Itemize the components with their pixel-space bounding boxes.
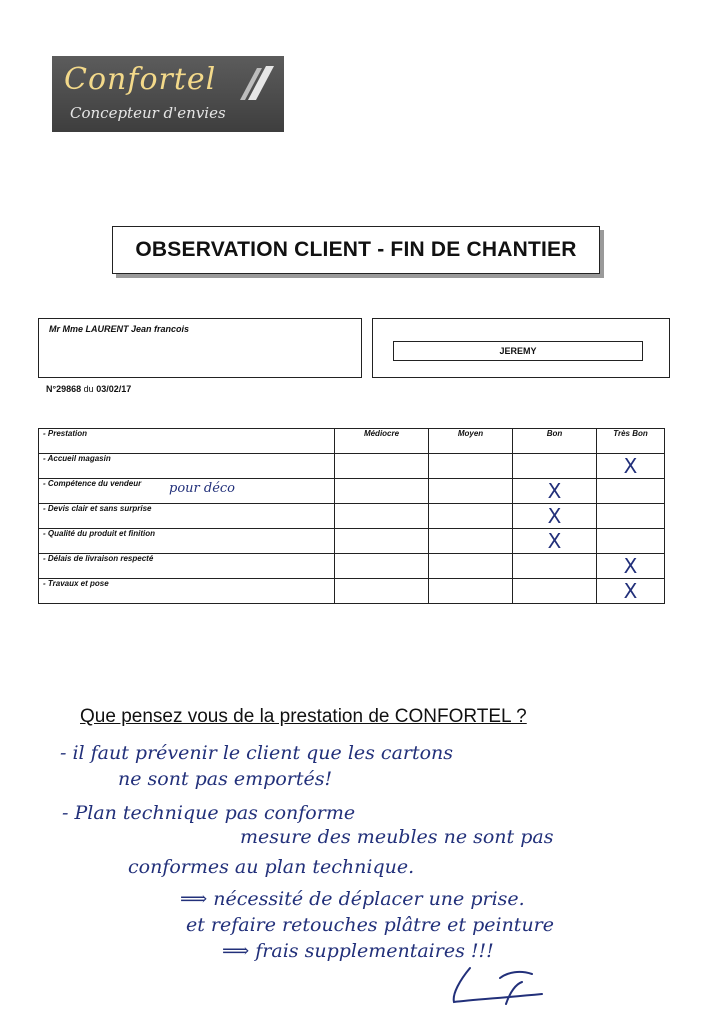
check-x-mark: X [623, 554, 638, 578]
comment-line: ⟹ frais supplementaires !!! [222, 940, 494, 962]
comment-line: - Plan technique pas conforme [62, 802, 356, 824]
row-label-text: - Compétence du vendeur [43, 479, 142, 488]
cell-bon [513, 454, 597, 479]
cell-moyen [429, 529, 513, 554]
cell-moyen [429, 454, 513, 479]
comment-line: conformes au plan technique. [128, 856, 415, 878]
client-name: Mr Mme LAURENT Jean francois [49, 324, 190, 334]
order-number [46, 384, 131, 394]
table-row [39, 529, 665, 554]
cell-moyen [429, 504, 513, 529]
check-x-mark: X [547, 504, 562, 528]
comment-line: ne sont pas emportés! [118, 768, 333, 790]
comment-line: ⟹ nécessité de déplacer une prise. [180, 888, 525, 910]
cell-bon [513, 529, 597, 554]
cell-moyen [429, 554, 513, 579]
table-row [39, 554, 665, 579]
cell-bon [513, 504, 597, 529]
cell-tres-bon [597, 479, 665, 504]
check-x-mark: X [623, 454, 638, 478]
cell-tres-bon [597, 529, 665, 554]
form-title-box [112, 226, 600, 274]
table-row [39, 579, 665, 604]
signature-scribble [430, 960, 580, 1010]
cell-tres-bon [597, 454, 665, 479]
table-header-row [39, 429, 665, 454]
logo-slash-icon [240, 66, 276, 100]
confortel-logo [52, 56, 284, 132]
comment-line: mesure des meubles ne sont pas [240, 826, 554, 848]
check-x-mark: X [623, 579, 638, 603]
cell-bon [513, 579, 597, 604]
cell-moyen [429, 479, 513, 504]
row-label: - Travaux et pose [39, 579, 335, 604]
comment-line: - il faut prévenir le client que les cartons [60, 742, 454, 764]
cell-mediocre [335, 529, 429, 554]
logo-brand-text: Confortel [64, 62, 217, 97]
check-x-mark: X [547, 479, 562, 503]
header-bon: Bon [513, 429, 597, 454]
cell-bon [513, 554, 597, 579]
cell-tres-bon [597, 579, 665, 604]
row-label: - Qualité du produit et finition [39, 529, 335, 554]
order-date: 03/02/17 [96, 384, 132, 394]
seller-box [372, 318, 670, 378]
cell-tres-bon [597, 504, 665, 529]
header-prestation: - Prestation [39, 429, 335, 454]
header-moyen: Moyen [429, 429, 513, 454]
cell-mediocre [335, 479, 429, 504]
client-box [38, 318, 362, 378]
cell-tres-bon [597, 554, 665, 579]
row-label: - Devis clair et sans surprise [39, 504, 335, 529]
table-row [39, 454, 665, 479]
table-row [39, 504, 665, 529]
rating-table [38, 428, 665, 604]
cell-moyen [429, 579, 513, 604]
seller-name: JEREMY [393, 341, 643, 361]
order-du: du [83, 384, 94, 394]
cell-mediocre [335, 554, 429, 579]
comment-line: et refaire retouches plâtre et peinture [186, 914, 555, 936]
row-label: - Délais de livraison respecté [39, 554, 335, 579]
handwritten-note: pour déco [169, 481, 235, 496]
check-x-mark: X [547, 529, 562, 553]
cell-mediocre [335, 504, 429, 529]
order-prefix: N°29868 [46, 384, 82, 394]
cell-mediocre [335, 454, 429, 479]
table-row [39, 479, 665, 504]
form-title: OBSERVATION CLIENT - FIN DE CHANTIER [135, 238, 577, 261]
header-tres-bon: Très Bon [597, 429, 665, 454]
logo-tagline: Concepteur d'envies [70, 104, 226, 122]
row-label [39, 479, 335, 504]
feedback-question: Que pensez vous de la prestation de CONFORTEL ? [80, 706, 527, 727]
row-label: - Accueil magasin [39, 454, 335, 479]
cell-mediocre [335, 579, 429, 604]
cell-bon [513, 479, 597, 504]
header-mediocre: Médiocre [335, 429, 429, 454]
